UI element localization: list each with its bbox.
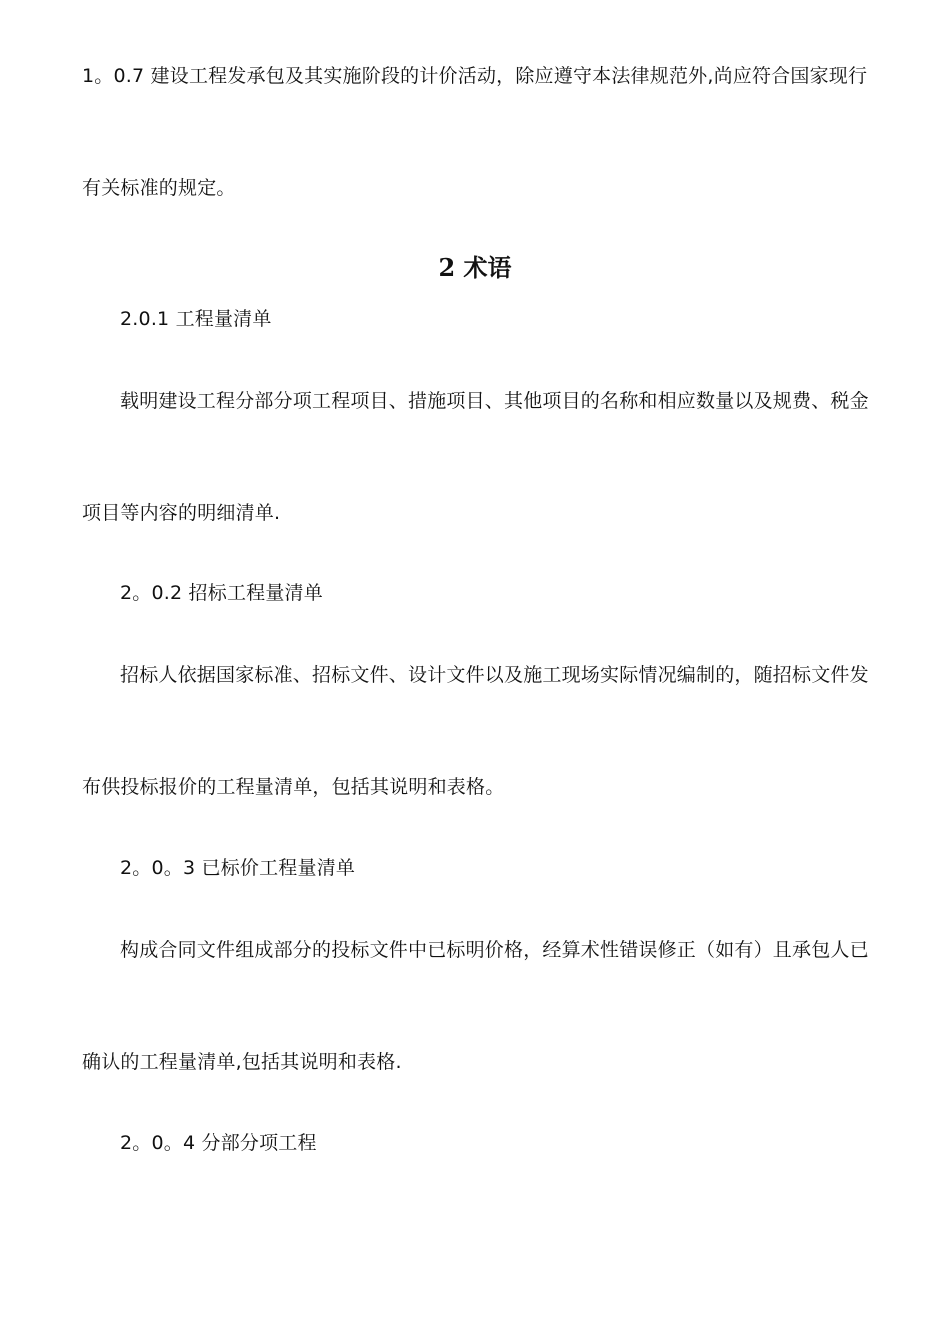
term-title-2-0-4: 2。0。4 分部分项工程 (120, 1132, 317, 1154)
term-definition-2-0-1-line-2: 项目等内容的明细清单. (82, 502, 281, 524)
term-title-2-0-2: 2。0.2 招标工程量清单 (120, 582, 323, 604)
section-heading-terms: 2 术语 (438, 253, 512, 282)
term-title-2-0-3: 2。0。3 已标价工程量清单 (120, 857, 356, 879)
paragraph-1-0-7-line-2: 有关标准的规定。 (82, 177, 236, 199)
term-definition-2-0-1-line-1: 载明建设工程分部分项工程项目、措施项目、其他项目的名称和相应数量以及规费、税金 (120, 390, 869, 412)
term-definition-2-0-2-line-1: 招标人依据国家标准、招标文件、设计文件以及施工现场实际情况编制的，随招标文件发 (120, 664, 869, 686)
term-definition-2-0-3-line-2: 确认的工程量清单,包括其说明和表格. (82, 1051, 402, 1073)
term-definition-2-0-2-line-2: 布供投标报价的工程量清单，包括其说明和表格。 (82, 776, 505, 798)
term-title-2-0-1: 2.0.1 工程量清单 (120, 308, 272, 330)
paragraph-1-0-7-line-1: 1。0.7 建设工程发承包及其实施阶段的计价活动，除应遵守本法律规范外,尚应符合国家现行 (82, 65, 868, 87)
term-definition-2-0-3-line-1: 构成合同文件组成部分的投标文件中已标明价格，经算术性错误修正（如有）且承包人已 (120, 939, 869, 961)
